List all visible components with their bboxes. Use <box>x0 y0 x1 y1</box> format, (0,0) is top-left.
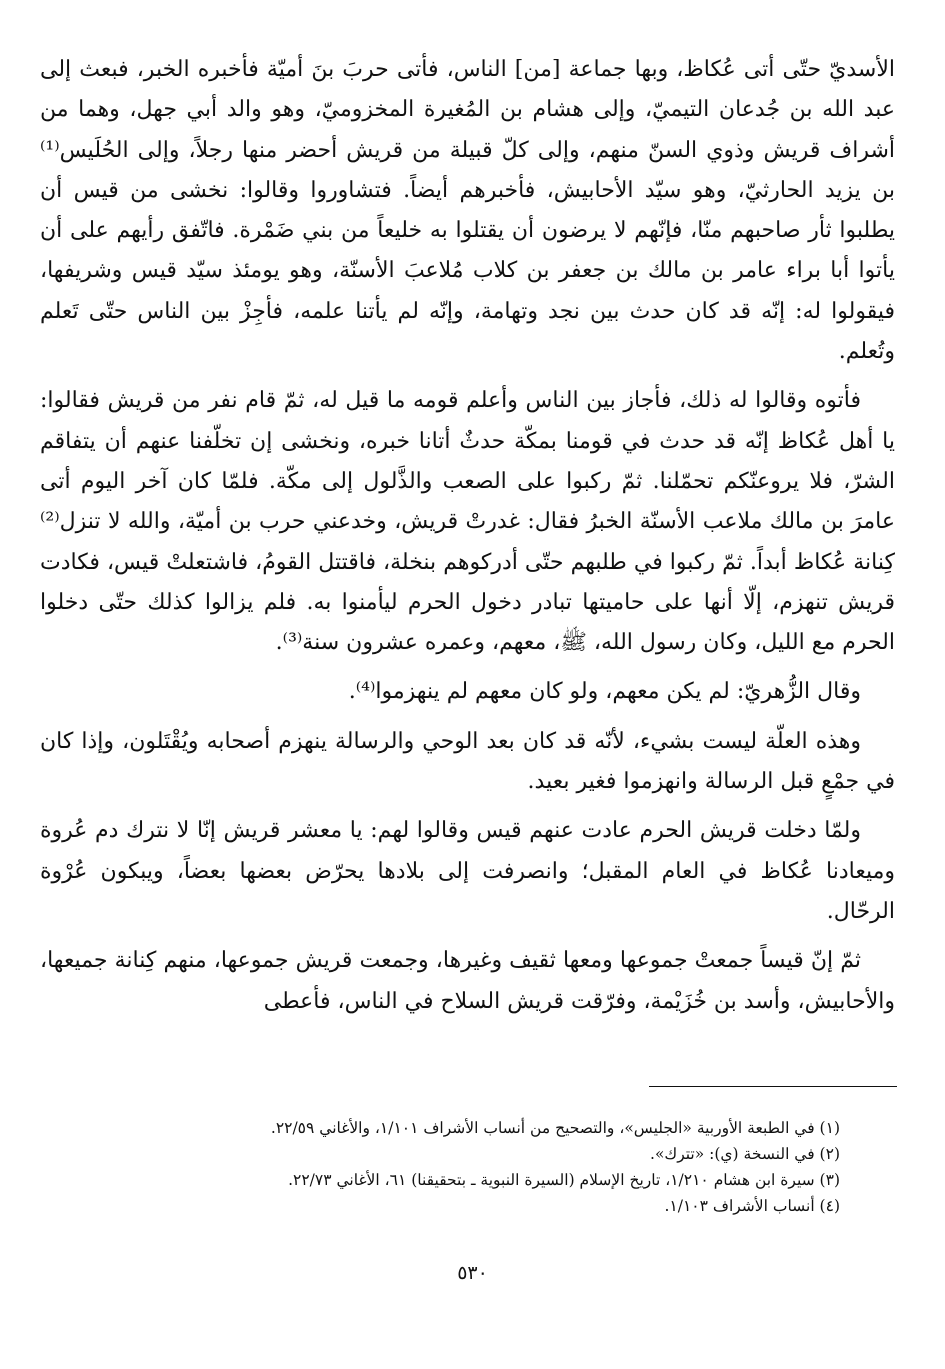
footnotes <box>60 1115 840 1219</box>
paragraph-3: وقال الزُّهريّ: لم يكن معهم، ولو كان معهم لم ينهزموا⁽⁴⁾. <box>348 679 861 705</box>
main-text <box>40 50 895 1031</box>
paragraph-6: ثمّ إنّ قيساً جمعتْ جموعها ومعها ثقيف وغيرها، وجمعت قريش جموعها، منهم كِنانة جميعها، والأحابيش، وأسد بن خُزَيْمة، وفرّقت قريش السلاح في الناس، فأعطى <box>40 948 895 1014</box>
page-number: ٥٣٠ <box>457 1262 488 1284</box>
paragraph-1: الأسديّ حتّى أتى عُكاظ، وبها جماعة [من] الناس، فأتى حربَ بنَ أميّة فأخبره الخبر، فبعث إلى عبد الله بن جُدعان التيميّ، وإلى هشام بن المُغيرة المخزوميّ، وهو والد أبي جهل، وهما من أشراف قريش وذوي السنّ منهم، وإلى كلّ قبيلة من قريش أحضر منها رجلاً، وإلى الحُلَيس⁽¹⁾ بن يزيد الحارثيّ، وهو سيّد الأحابيش، فأخبرهم أيضاً. فتشاوروا وقالوا: نخشى من قيس أن يطلبوا ثأر صاحبهم منّا، فإنّهم لا يرضون أن يقتلوا به خليعاً من بني ضَمْرة. فاتّفق رأيهم على أن يأتوا أبا براء عامر بن مالك بن جعفر بن كلاب مُلاعبَ الأسنّة، وهو يومئذ سيّد قيس وشريفها، فيقولوا له: إنّه قد كان حدث بين نجد وتهامة، وإنّه لم يأتنا علمه، فأجِزْ بين الناس حتّى تَعلم وتُعلم. <box>40 57 895 365</box>
footnote-1: (١) في الطبعة الأوربية «الجليس»، والتصحيح من أنساب الأشراف ١/١٠١، والأغاني ٢٢/٥٩. <box>270 1119 840 1137</box>
paragraph-2: فأتوه وقالوا له ذلك، فأجاز بين الناس وأعلم قومه ما قيل له، ثمّ قام نفر من قريش فقالوا: يا أهل عُكاظ إنّه قد حدث في قومنا بمكّة حدثٌ أتانا خبره، ونخشى إن تخلّفنا عنهم أن يتفاقم الشرّ، فلا يروعنّكم تحمّلنا. ثمّ ركبوا على الصعب والذَّلول إلى مكّة. فلمّا كان آخر اليوم أتى عامرَ بن مالك ملاعب الأسنّة الخبرُ فقال: غدرتْ قريش، وخدعني حرب بن أميّة، والله لا تنزل⁽²⁾ كِنانة عُكاظ أبداً. ثمّ ركبوا في طلبهم حتّى أدركوهم بنخلة، فاقتتل القومُ، فاشتعلتْ قيس، فكادت قريش تنهزم، إلّا أنها على حاميتها تبادر دخول الحرم ليأمنوا به. فلم يزالوا كذلك حتّى دخلوا الحرم مع الليل، وكان رسول الله، ﷺ، معهم، وعمره عشرون سنة⁽³⁾. <box>40 388 895 656</box>
paragraph-4: وهذه العلّة ليست بشيء، لأنّه قد كان بعد الوحي والرسالة ينهزم أصحابه ويُقْتَلون، وإذا كان في جمْعٍ قبل الرسالة وانهزموا فغير بعيد. <box>40 728 895 795</box>
footnote-2: (٢) في النسخة (ي): «تترك». <box>650 1145 840 1163</box>
footnote-3: (٣) سيرة ابن هشام ١/٢١٠، تاريخ الإسلام (السيرة النبوية ـ بتحقيقنا) ٦١، الأغاني ٢٢/٧٣. <box>288 1171 840 1189</box>
paragraph-5: ولمّا دخلت قريش الحرم عادت عنهم قيس وقالوا لهم: يا معشر قريش إنّا لا نترك دم عُروة وميعادنا عُكاظ في العام المقبل؛ وانصرفت إلى بلادها يحرّض بعضها بعضاً، ويبكون عُرْوة الرحّال. <box>40 818 895 924</box>
footnote-separator <box>649 1086 897 1087</box>
footnote-4: (٤) أنساب الأشراف ١/١٠٣. <box>664 1197 840 1215</box>
